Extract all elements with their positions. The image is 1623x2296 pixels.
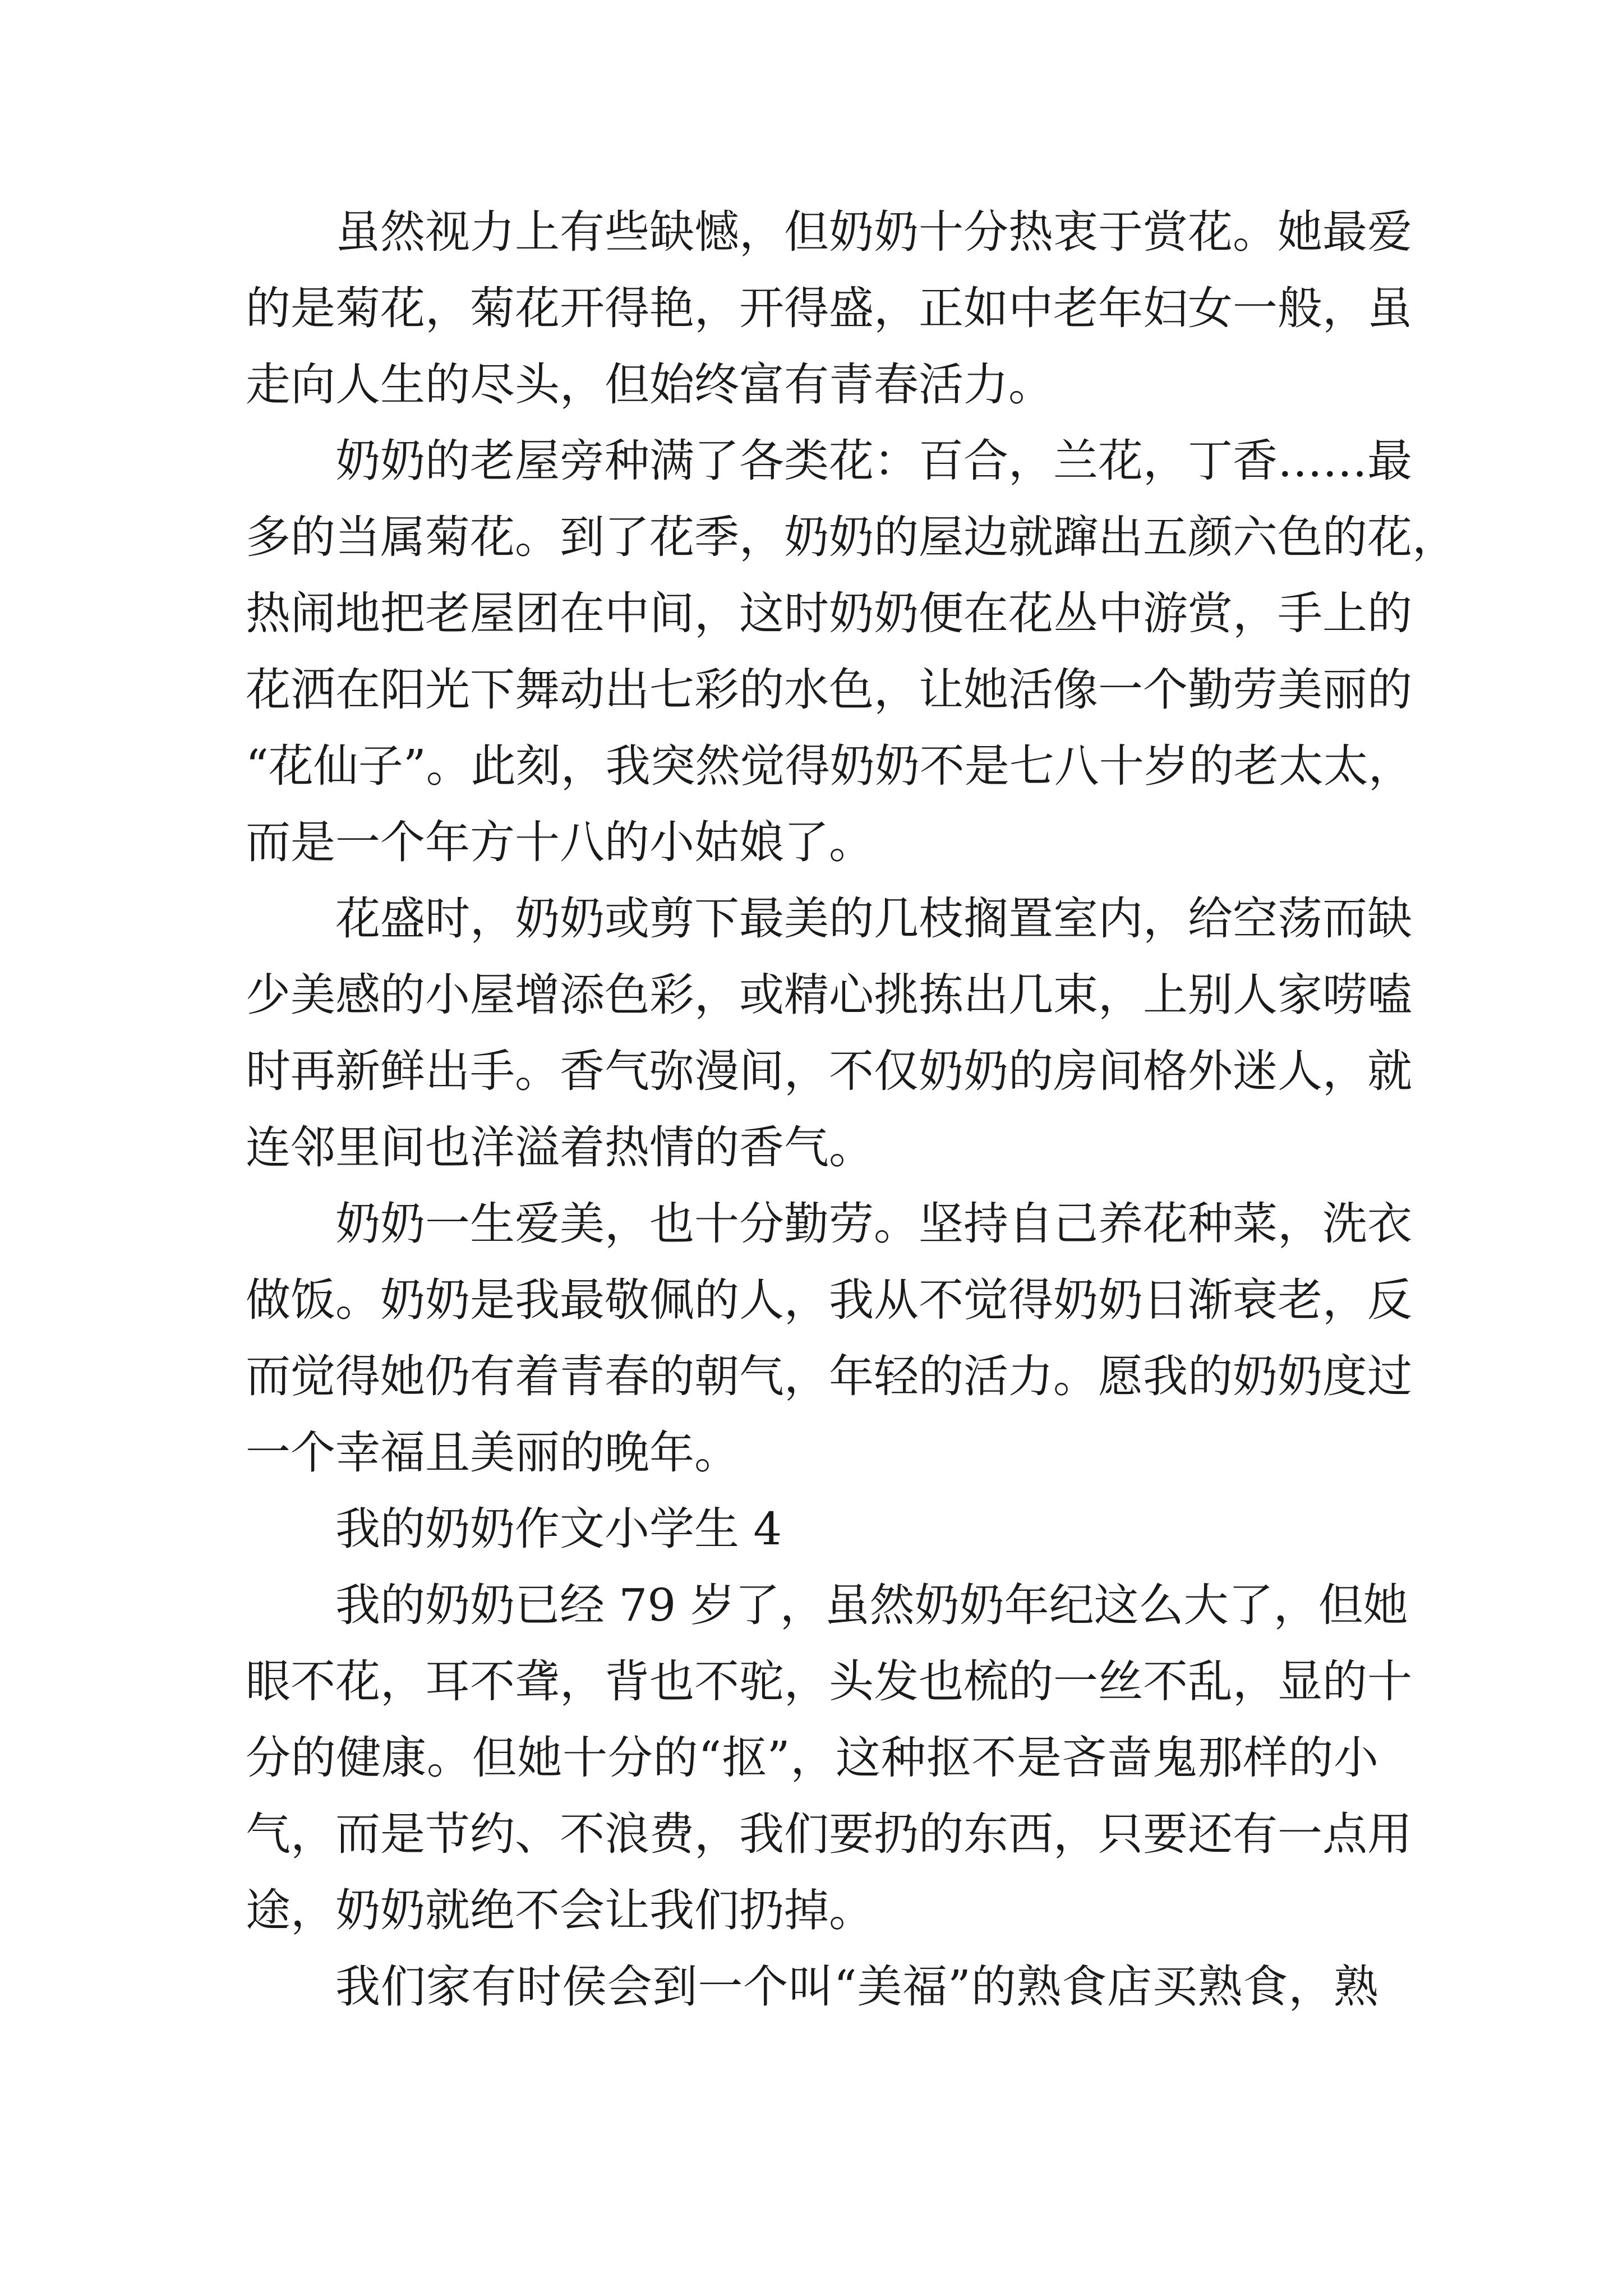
text-line: 时再新鲜出手。香气弥漫间，不仅奶奶的房间格外迷人，就	[246, 1045, 1412, 1097]
paragraph-1	[246, 194, 1412, 423]
text-line: 一个幸福且美丽的晚年。	[246, 1427, 739, 1479]
text-line: 花洒在阳光下舞动出七彩的水色，让她活像一个勤劳美丽的	[246, 664, 1412, 716]
text-line: 而觉得她仍有着青春的朝气，年轻的活力。愿我的奶奶度过	[246, 1350, 1412, 1402]
text-line: 做饭。奶奶是我最敬佩的人，我从不觉得奶奶日渐衰老，反	[246, 1274, 1412, 1326]
text-line: 而是一个年方十八的小姑娘了。	[246, 816, 874, 868]
text-line: 奶奶一生爱美，也十分勤劳。坚持自己养花种菜，洗衣	[335, 1198, 1412, 1250]
text-line: 分的健康。但她十分的“抠”，这种抠不是吝啬鬼那样的小	[246, 1732, 1378, 1784]
text-line: 虽然视力上有些缺憾，但奶奶十分热衷于赏花。她最爱	[335, 206, 1412, 258]
paragraph-5	[246, 1567, 1412, 1949]
text-line: 少美感的小屋增添色彩，或精心挑拣出几束，上别人家唠嗑	[246, 969, 1412, 1021]
text-line: 多的当属菊花。到了花季，奶奶的屋边就蹿出五颜六色的花，	[246, 511, 1457, 563]
text-line: 连邻里间也洋溢着热情的香气。	[246, 1121, 874, 1174]
text-line: 途，奶奶就绝不会让我们扔掉。	[246, 1884, 874, 1936]
text-line: 气，而是节约、不浪费，我们要扔的东西，只要还有一点用	[246, 1808, 1412, 1860]
text-line: 热闹地把老屋团在中间，这时奶奶便在花丛中游赏，手上的	[246, 587, 1412, 639]
heading-text: 我的奶奶作文小学生 4	[335, 1503, 782, 1555]
text-line: 眼不花，耳不聋，背也不驼，头发也梳的一丝不乱，显的十	[246, 1655, 1412, 1708]
paragraph-4	[246, 1186, 1412, 1491]
text-line: 走向人生的尽头，但始终富有青春活力。	[246, 358, 1053, 411]
paragraph-3	[246, 881, 1412, 1186]
paragraph-2	[246, 423, 1457, 881]
paragraph-6	[246, 1949, 1378, 2025]
text-line: 奶奶的老屋旁种满了各类花：百合，兰花，丁香……最	[335, 435, 1412, 487]
text-line: 的是菊花，菊花开得艳，开得盛，正如中老年妇女一般，虽	[246, 282, 1412, 334]
section-heading	[246, 1491, 1378, 1567]
text-line: 花盛时，奶奶或剪下最美的几枝搁置室内，给空荡而缺	[335, 892, 1412, 945]
text-line: 我的奶奶已经 79 岁了，虽然奶奶年纪这么大了，但她	[335, 1579, 1408, 1631]
text-line: “花仙子”。此刻，我突然觉得奶奶不是七八十岁的老太太，	[246, 740, 1413, 792]
document-body	[246, 194, 1457, 2025]
text-line: 我们家有时侯会到一个叫“美福”的熟食店买熟食，熟	[335, 1961, 1378, 2013]
